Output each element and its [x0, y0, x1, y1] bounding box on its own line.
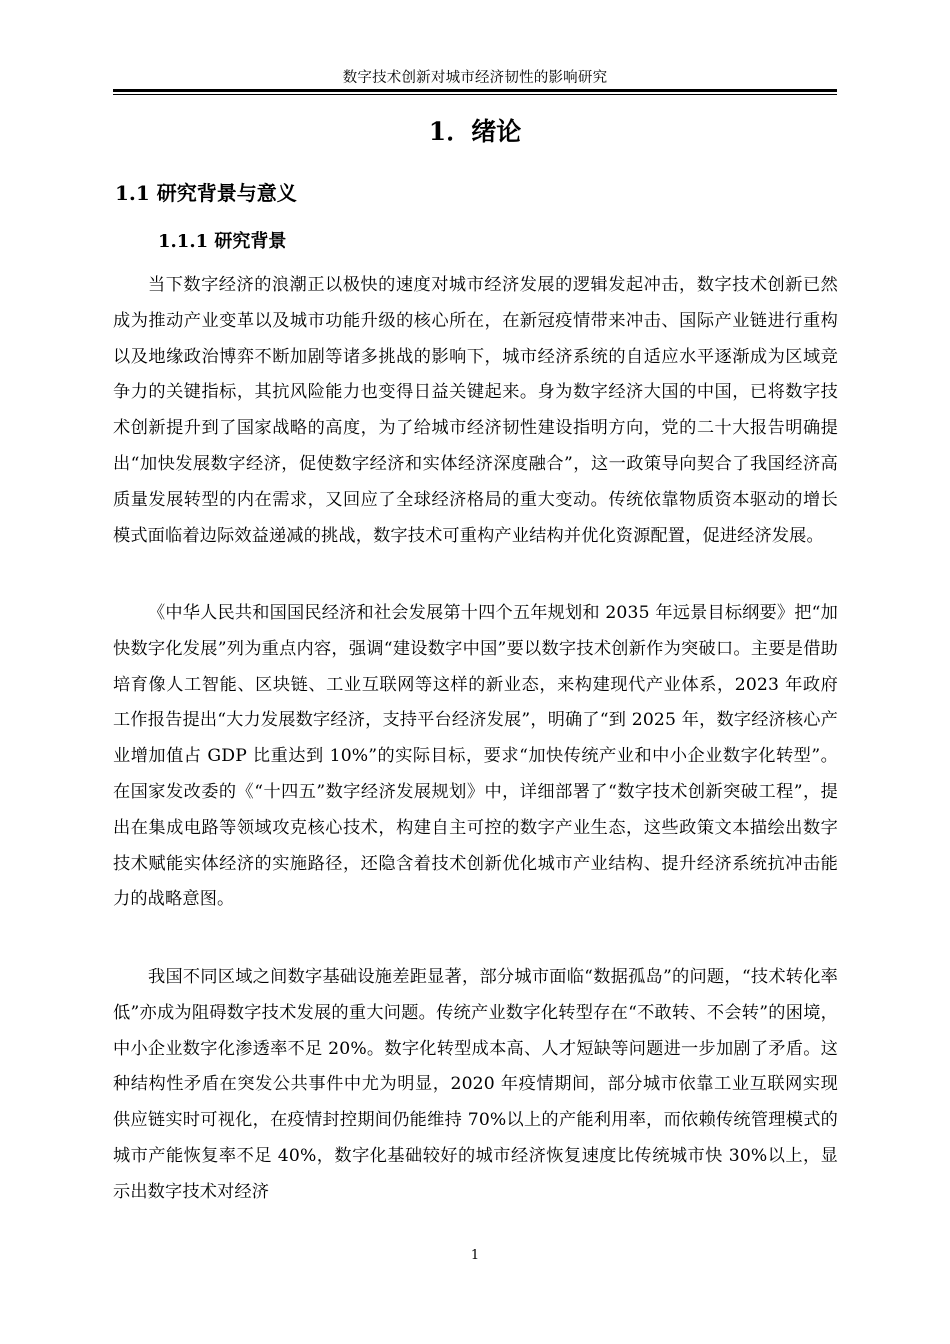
subsection-heading: 1.1.1 研究背景 — [158, 231, 287, 252]
body-paragraph: 我国不同区域之间数字基础设施差距显著，部分城市面临“数据孤岛”的问题，“技术转化率低”亦成为阻碍数字技术发展的重大问题。传统产业数字化转型存在“不敢转、不会转”的困境，中小企业数字化渗透率不足 20%。数字化转型成本高、人才短缺等问题进一步加剧了矛盾。这种结构性矛盾在突发公共事件中尤为明显，2020 年疫情期间，部分城市依靠工业互联网实现供应链实时可视化，在疫情封控期间仍能维持 70%以上的产能利用率，而依赖传统管理模式的城市产能恢复率不足 40%，数字化基础较好的城市经济恢复速度比传统城市快 30%以上，显示出数字技术对经济 — [113, 967, 838, 1202]
section-heading: 1.1 研究背景与意义 — [115, 181, 297, 205]
chapter-title: 1．绪论 — [428, 117, 522, 146]
running-header-title: 数字技术创新对城市经济韧性的影响研究 — [342, 70, 608, 86]
body-paragraph: 当下数字经济的浪潮正以极快的速度对城市经济发展的逻辑发起冲击，数字技术创新已然成为推动产业变革以及城市功能升级的核心所在，在新冠疫情带来冲击、国际产业链进行重构以及地缘政治博弈不断加剧等诸多挑战的影响下，城市经济系统的自适应水平逐渐成为区域竞争力的关键指标，其抗风险能力也变得日益关键起来。身为数字经济大国的中国，已将数字技术创新提升到了国家战略的高度，为了给城市经济韧性建设指明方向，党的二十大报告明确提出“加快发展数字经济，促使数字经济和实体经济深度融合”，这一政策导向契合了我国经济高质量发展转型的内在需求，又回应了全球经济格局的重大变动。传统依靠物质资本驱动的增长模式面临着边际效益递减的挑战，数字技术可重构产业结构并优化资源配置，促进经济发展。 — [113, 275, 838, 546]
header-rule-thin — [113, 94, 837, 95]
body-paragraph: 《中华人民共和国国民经济和社会发展第十四个五年规划和 2035 年远景目标纲要》把“加快数字化发展”列为重点内容，强调“建设数字中国”要以数字技术创新作为突破口。主要是借助培育像人工智能、区块链、工业互联网等这样的新业态，来构建现代产业体系，2023 年政府工作报告提出“大力发展数字经济，支持平台经济发展”，明确了“到 2025 年，数字经济核心产业增加值占 GDP 比重达到 10%”的实际目标，要求“加快传统产业和中小企业数字化转型”。在国家发改委的《“十四五”数字经济发展规划》中，详细部署了“数字技术创新突破工程”，提出在集成电路等领域攻克核心技术，构建自主可控的数字产业生态，这些政策文本描绘出数字技术赋能实体经济的实施路径，还隐含着技术创新优化城市产业结构、提升经济系统抗冲击能力的战略意图。 — [113, 603, 838, 910]
page-number: 1 — [470, 1248, 480, 1263]
header-rule-thick — [113, 89, 837, 92]
